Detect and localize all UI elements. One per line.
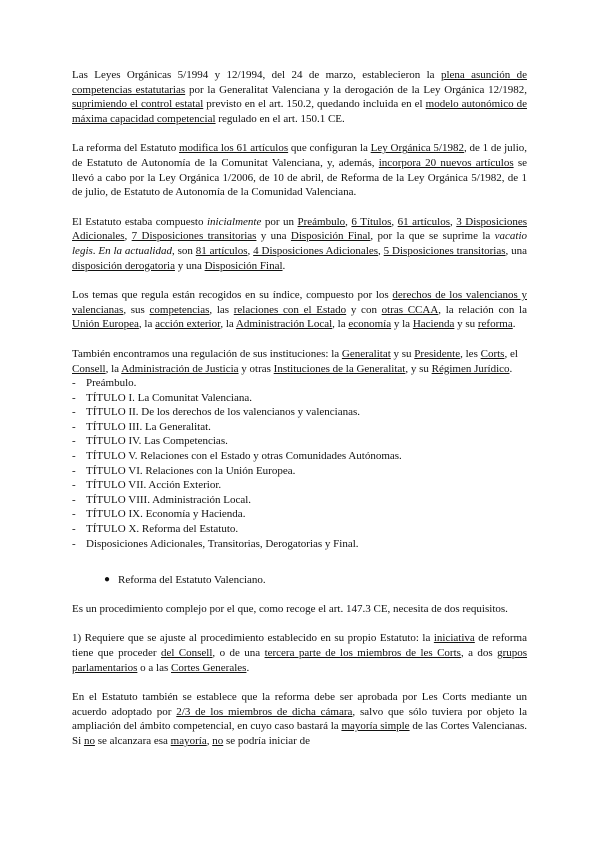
- bullet-icon: ●: [104, 574, 111, 586]
- section-heading-text: Reforma del Estatuto Valenciano.: [118, 574, 266, 587]
- section-heading: [72, 573, 527, 588]
- list-item: - TÍTULO IX. Economía y Hacienda.: [72, 507, 527, 522]
- document-page: [72, 68, 527, 749]
- list-item: - TÍTULO V. Relaciones con el Estado y otras Comunidades Autónomas.: [72, 449, 527, 464]
- list-item: - TÍTULO IV. Las Competencias.: [72, 434, 527, 449]
- paragraph-temas: Los temas que regula están recogidos en su índice, compuesto por los derechos de los valencianos y valencianas, sus competencias, las relaciones con el Estado y con otras CCAA, la relación con la Unión Europea, la acción exterior, la Administración Local, la economía y la Hacienda y su reforma.: [72, 289, 527, 331]
- paragraph-instituciones: También encontramos una regulación de sus instituciones: la Generalitat y su Presidente, les Corts, el Consell, la Administración de Justicia y otras Instituciones de la Generalitat, y su Régimen Jurídico.: [72, 347, 518, 375]
- list-item: - TÍTULO VII. Acción Exterior.: [72, 478, 527, 493]
- paragraph-procedimiento: Es un procedimiento complejo por el que, como recoge el art. 147.3 CE, necesita de dos requisitos.: [72, 602, 508, 615]
- paragraph-composicion: El Estatuto estaba compuesto inicialmente por un Preámbulo, 6 Títulos, 61 artículos, 3 Disposiciones Adicionales, 7 Disposiciones transitorias y una Disposición Final, por la que se suprime la vacatio legis. En la actualidad, son 81 artículos, 4 Disposiciones Adicionales, 5 Disposiciones transitorias, una disposición derogatoria y una Disposición Final.: [72, 215, 528, 272]
- list-item: - TÍTULO X. Reforma del Estatuto.: [72, 522, 527, 537]
- list-item: - TÍTULO VI. Relaciones con la Unión Europea.: [72, 464, 527, 479]
- paragraph-aprobacion: En el Estatuto también se establece que la reforma debe ser aprobada por Les Corts mediante un acuerdo adoptado por 2/3 de los miembros de dicha cámara, salvo que sólo tuviera por objeto la ampliación del ámbito competencial, en cuyo caso bastará la mayoría simple de las Cortes Valencianas. Si no se alcanzara esa mayoría, no se podría iniciar de: [72, 691, 527, 747]
- list-item: - Preámbulo.: [72, 376, 527, 391]
- list-item: - TÍTULO II. De los derechos de los valencianos y valencianas.: [72, 405, 527, 420]
- paragraph-requisito-1: 1) Requiere que se ajuste al procedimiento establecido en su propio Estatuto: la iniciativa de reforma tiene que proceder del Consell, o de una tercera parte de los miembros de les Corts, a dos grupos parlamentarios o a las Cortes Generales.: [72, 632, 528, 674]
- link-plena-asuncion: plena asunción de competencias estatutarias: [72, 69, 527, 96]
- list-item: - TÍTULO VIII. Administración Local.: [72, 493, 527, 508]
- list-item: - TÍTULO I. La Comunitat Valenciana.: [72, 391, 527, 406]
- list-item: - TÍTULO III. La Generalitat.: [72, 420, 527, 435]
- list-item: - Disposiciones Adicionales, Transitorias, Derogatorias y Final.: [72, 537, 527, 552]
- paragraph-competencias: Las Leyes Orgánicas 5/1994 y 12/1994, del 24 de marzo, establecieron la plena asunción de competencias estatutarias por la Generalitat Valenciana y la derogación de la Ley Orgánica 12/1982, suprimiendo el control estatal previsto en el art. 150.2, quedando incluida en el modelo autonómico de máxima capacidad competencial regulado en el art. 150.1 CE.: [72, 69, 527, 125]
- paragraph-reforma: La reforma del Estatuto modifica los 61 artículos que configuran la Ley Orgánica 5/1982, de 1 de julio, de Estatuto de Autonomía de la Comunitat Valenciana, y, además, incorpora 20 nuevos artículos se llevó a cabo por la Ley Orgánica 1/2006, de 10 de abril, de Reforma de la Ley Orgánica 5/1982, de 1 de julio, de Estatuto de Autonomía de la Comunidad Valenciana.: [72, 142, 527, 199]
- index-list: [72, 376, 527, 551]
